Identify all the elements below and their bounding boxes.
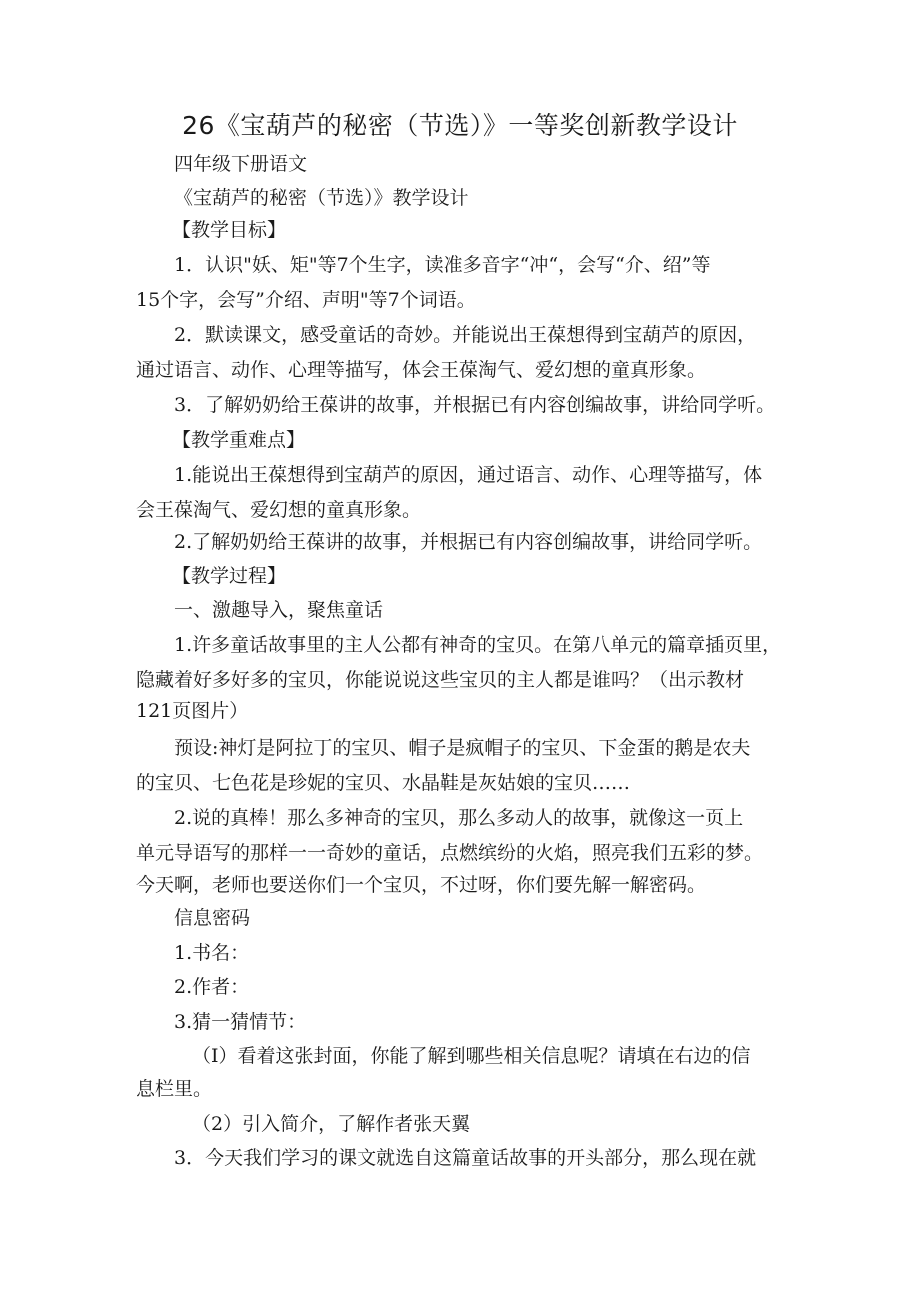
document-title: 26《宝葫芦的秘密（节选）》一等奖创新教学设计: [182, 111, 738, 140]
key-point-1-line-2: 会王葆淘气、爱幻想的童真形象。: [136, 499, 422, 521]
paragraph-1-line-3: 121页图片）: [136, 700, 249, 722]
section-heading-objectives: 【教学目标】: [172, 219, 287, 241]
preset-line-2: 的宝贝、七色花是珍妮的宝贝、水晶鞋是灰姑娘的宝贝……: [136, 772, 631, 794]
sub-item-1-line-2: 息栏里。: [136, 1078, 213, 1100]
paragraph-1-line-2: 隐藏着好多好多的宝贝，你能说说这些宝贝的主人都是谁吗？（出示教材: [136, 669, 745, 691]
paragraph-2-line-1: 2.说的真棒！那么多神奇的宝贝，那么多动人的故事，就像这一页上: [174, 807, 744, 829]
objective-1-line-1: 1．认识"妖、矩"等7个生字，读准多音字“冲“，会写“介、绍”等: [174, 254, 711, 276]
subject-line: 四年级下册语文: [174, 153, 308, 175]
sub-item-2-line: （2）引入简介，了解作者张天翼: [192, 1113, 471, 1135]
paragraph-1-line-1: 1.许多童话故事里的主人公都有神奇的宝贝。在第八单元的篇章插页里，: [174, 634, 782, 656]
info-code-heading: 信息密码: [174, 907, 251, 929]
objective-1-line-2: 15个字，会写”介绍、声明"等7个词语。: [136, 289, 476, 311]
key-point-2-line: 2.了解奶奶给王葆讲的故事，并根据已有内容创编故事，讲给同学听。: [174, 531, 763, 553]
process-step-1-heading: 一、激趣导入，聚焦童话: [174, 599, 384, 621]
info-author: 2.作者：: [174, 976, 250, 998]
info-guess-plot: 3.猜一猜情节：: [174, 1011, 307, 1033]
section-heading-key-points: 【教学重难点】: [172, 429, 306, 451]
objective-2-line-1: 2．默读课文，感受童话的奇妙。并能说出王葆想得到宝葫芦的原因，: [174, 324, 757, 346]
paragraph-2-line-2: 单元导语写的那样一一奇妙的童话，点燃缤纷的火焰，照亮我们五彩的梦。: [136, 842, 764, 864]
objective-2-line-2: 通过语言、动作、心理等描写，体会王葆淘气、爱幻想的童真形象。: [136, 359, 707, 381]
section-heading-process: 【教学过程】: [172, 565, 287, 587]
preset-line-1: 预设:神灯是阿拉丁的宝贝、帽子是疯帽子的宝贝、下金蛋的鹅是农夫: [174, 737, 751, 759]
sub-item-1-line-1: （I）看着这张封面，你能了解到哪些相关信息呢？请填在右边的信: [192, 1045, 751, 1067]
design-title-line: 《宝葫芦的秘密（节选）》教学设计: [174, 187, 469, 209]
paragraph-3-line-1: 3．今天我们学习的课文就选自这篇童话故事的开头部分，那么现在就: [174, 1147, 757, 1169]
paragraph-2-line-3: 今天啊，老师也要送你们一个宝贝，不过呀，你们要先解一解密码。: [136, 874, 707, 896]
objective-3-line: 3．了解奶奶给王葆讲的故事，并根据已有内容创编故事，讲给同学听。: [174, 394, 776, 416]
info-book-name: 1.书名：: [174, 942, 250, 964]
key-point-1-line-1: 1.能说出王葆想得到宝葫芦的原因，通过语言、动作、心理等描写，体: [174, 464, 763, 486]
